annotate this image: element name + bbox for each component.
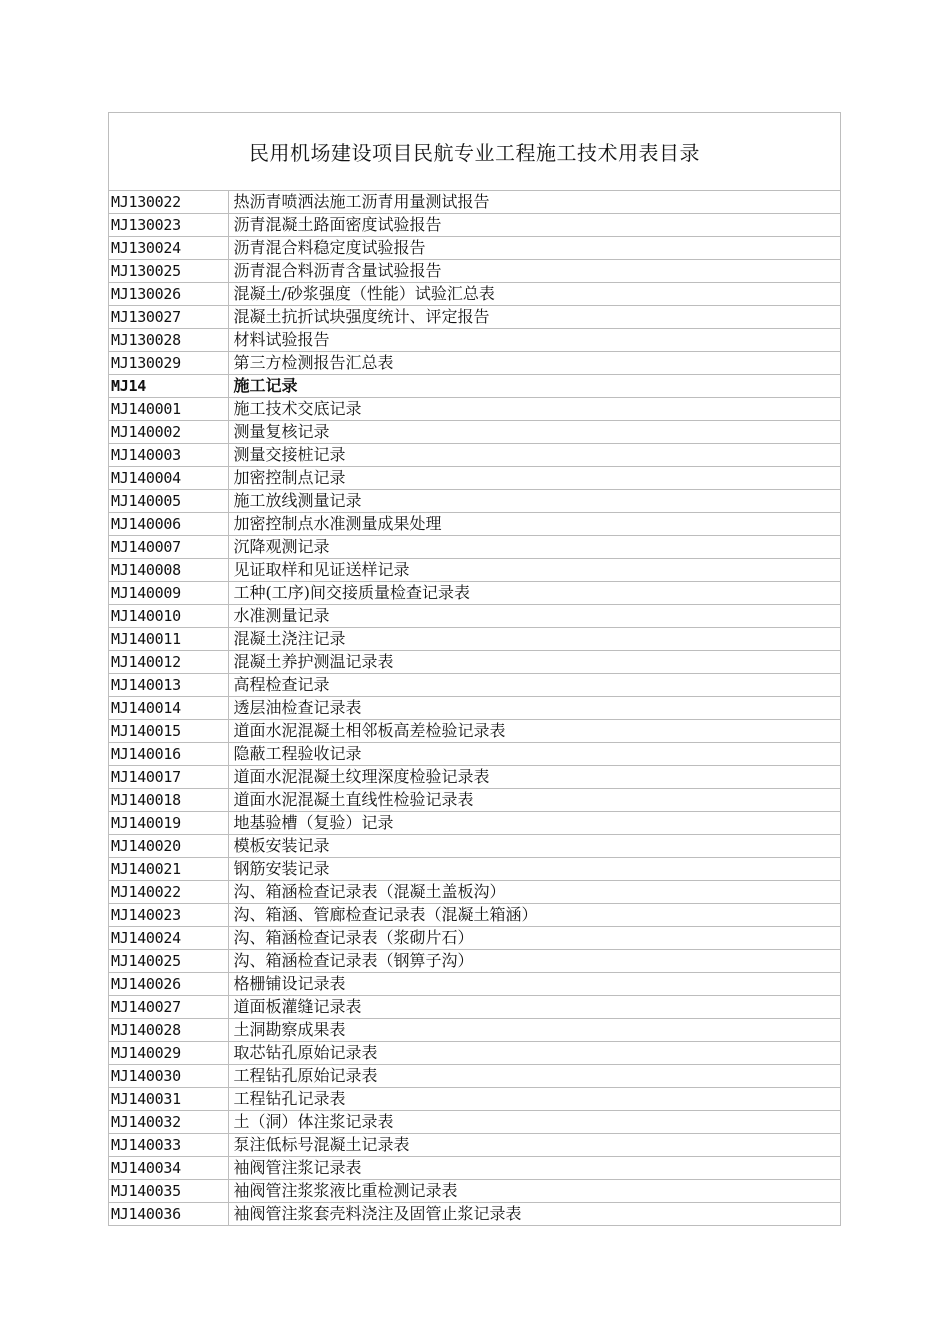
form-name: 袖阀管注浆记录表	[228, 1157, 840, 1180]
form-name: 沥青混凝土路面密度试验报告	[228, 214, 840, 237]
table-row	[109, 720, 840, 743]
form-code: MJ140010	[109, 605, 228, 628]
form-code: MJ130023	[109, 214, 228, 237]
form-name: 加密控制点记录	[228, 467, 840, 490]
form-name: 沟、箱涵、管廊检查记录表（混凝土箱涵）	[228, 904, 840, 927]
form-code: MJ140024	[109, 927, 228, 950]
table-row	[109, 858, 840, 881]
form-code: MJ140023	[109, 904, 228, 927]
form-code: MJ140020	[109, 835, 228, 858]
table-row	[109, 329, 840, 352]
form-name: 混凝土抗折试块强度统计、评定报告	[228, 306, 840, 329]
table-row	[109, 582, 840, 605]
form-name: 混凝土养护测温记录表	[228, 651, 840, 674]
table-row	[109, 904, 840, 927]
form-name: 沥青混合料沥青含量试验报告	[228, 260, 840, 283]
form-code: MJ140021	[109, 858, 228, 881]
form-code: MJ140011	[109, 628, 228, 651]
form-name: 泵注低标号混凝土记录表	[228, 1134, 840, 1157]
form-name: 第三方检测报告汇总表	[228, 352, 840, 375]
table-row	[109, 352, 840, 375]
table-row	[109, 743, 840, 766]
form-code: MJ140009	[109, 582, 228, 605]
form-code: MJ140016	[109, 743, 228, 766]
table-row	[109, 628, 840, 651]
table-row	[109, 490, 840, 513]
form-name: 沉降观测记录	[228, 536, 840, 559]
table-row	[109, 283, 840, 306]
form-code: MJ140007	[109, 536, 228, 559]
form-name: 土（洞）体注浆记录表	[228, 1111, 840, 1134]
form-name: 格栅铺设记录表	[228, 973, 840, 996]
form-name: 钢筋安装记录	[228, 858, 840, 881]
table-row	[109, 1065, 840, 1088]
form-name: 取芯钻孔原始记录表	[228, 1042, 840, 1065]
form-name: 沟、箱涵检查记录表（浆砌片石）	[228, 927, 840, 950]
table-row	[109, 214, 840, 237]
form-code: MJ140035	[109, 1180, 228, 1203]
form-name: 地基验槽（复验）记录	[228, 812, 840, 835]
form-code: MJ140030	[109, 1065, 228, 1088]
form-code: MJ140036	[109, 1203, 228, 1226]
form-code: MJ140018	[109, 789, 228, 812]
table-row	[109, 1088, 840, 1111]
table-row	[109, 950, 840, 973]
table-row	[109, 789, 840, 812]
form-code: MJ140027	[109, 996, 228, 1019]
form-name: 透层油检查记录表	[228, 697, 840, 720]
form-code: MJ140014	[109, 697, 228, 720]
document-title: 民用机场建设项目民航专业工程施工技术用表目录	[109, 113, 840, 191]
form-name: 工程钻孔记录表	[228, 1088, 840, 1111]
form-code: MJ140012	[109, 651, 228, 674]
form-name: 工程钻孔原始记录表	[228, 1065, 840, 1088]
table-row	[109, 812, 840, 835]
form-code: MJ130024	[109, 237, 228, 260]
form-code: MJ140002	[109, 421, 228, 444]
section-name: 施工记录	[228, 375, 840, 398]
form-name: 混凝土浇注记录	[228, 628, 840, 651]
table-row	[109, 536, 840, 559]
table-row	[109, 237, 840, 260]
table-row	[109, 881, 840, 904]
form-code: MJ140029	[109, 1042, 228, 1065]
table-row	[109, 398, 840, 421]
form-name: 测量复核记录	[228, 421, 840, 444]
form-name: 材料试验报告	[228, 329, 840, 352]
form-name: 测量交接桩记录	[228, 444, 840, 467]
form-name: 沟、箱涵检查记录表（混凝土盖板沟）	[228, 881, 840, 904]
form-name: 道面板灌缝记录表	[228, 996, 840, 1019]
form-code: MJ130026	[109, 283, 228, 306]
form-name: 施工技术交底记录	[228, 398, 840, 421]
form-code: MJ140022	[109, 881, 228, 904]
form-code: MJ140006	[109, 513, 228, 536]
section-code: MJ14	[109, 375, 228, 398]
form-name: 袖阀管注浆浆液比重检测记录表	[228, 1180, 840, 1203]
form-code: MJ140028	[109, 1019, 228, 1042]
form-name: 热沥青喷洒法施工沥青用量测试报告	[228, 191, 840, 214]
form-code: MJ130029	[109, 352, 228, 375]
form-code: MJ140008	[109, 559, 228, 582]
table-row	[109, 191, 840, 214]
section-row	[109, 375, 840, 398]
table-row	[109, 835, 840, 858]
table-row	[109, 513, 840, 536]
form-name: 加密控制点水准测量成果处理	[228, 513, 840, 536]
table-row	[109, 444, 840, 467]
table-row	[109, 996, 840, 1019]
table-row	[109, 973, 840, 996]
form-name: 混凝土/砂浆强度（性能）试验汇总表	[228, 283, 840, 306]
form-code: MJ140031	[109, 1088, 228, 1111]
form-code: MJ140004	[109, 467, 228, 490]
form-name: 见证取样和见证送样记录	[228, 559, 840, 582]
table-row	[109, 260, 840, 283]
form-name: 道面水泥混凝土纹理深度检验记录表	[228, 766, 840, 789]
form-code: MJ140005	[109, 490, 228, 513]
form-name: 高程检查记录	[228, 674, 840, 697]
table-row	[109, 1042, 840, 1065]
table-row	[109, 766, 840, 789]
table-row	[109, 1111, 840, 1134]
form-code: MJ140019	[109, 812, 228, 835]
table-row	[109, 651, 840, 674]
form-name: 沥青混合料稳定度试验报告	[228, 237, 840, 260]
table-row	[109, 421, 840, 444]
form-code: MJ140025	[109, 950, 228, 973]
catalog-sheet	[108, 112, 841, 1226]
form-code: MJ130028	[109, 329, 228, 352]
form-name: 袖阀管注浆套壳料浇注及固管止浆记录表	[233, 1204, 522, 1224]
table-row	[109, 697, 840, 720]
form-name: 施工放线测量记录	[228, 490, 840, 513]
form-code: MJ140015	[109, 720, 228, 743]
catalog-table	[109, 191, 840, 1225]
form-code: MJ140034	[109, 1157, 228, 1180]
form-code: MJ140001	[109, 398, 228, 421]
catalog-table-body	[109, 191, 840, 1225]
form-name: 水准测量记录	[228, 605, 840, 628]
table-row	[109, 1157, 840, 1180]
form-code: MJ140026	[109, 973, 228, 996]
table-row	[109, 605, 840, 628]
table-row	[109, 1134, 840, 1157]
form-name: 工种(工序)间交接质量检查记录表	[228, 582, 840, 605]
form-code: MJ140032	[109, 1111, 228, 1134]
form-code: MJ140033	[109, 1134, 228, 1157]
form-name: 道面水泥混凝土相邻板高差检验记录表	[228, 720, 840, 743]
form-name: 模板安装记录	[228, 835, 840, 858]
form-name: 道面水泥混凝土直线性检验记录表	[228, 789, 840, 812]
table-row	[109, 306, 840, 329]
form-code: MJ130025	[109, 260, 228, 283]
table-row	[109, 1203, 840, 1226]
table-row	[109, 927, 840, 950]
table-row	[109, 559, 840, 582]
form-name: 土洞勘察成果表	[228, 1019, 840, 1042]
form-code: MJ140013	[109, 674, 228, 697]
form-code: MJ140003	[109, 444, 228, 467]
form-code: MJ130027	[109, 306, 228, 329]
table-row	[109, 1180, 840, 1203]
form-name: 隐蔽工程验收记录	[228, 743, 840, 766]
form-code: MJ130022	[109, 191, 228, 214]
table-row	[109, 1019, 840, 1042]
table-row	[109, 674, 840, 697]
form-code: MJ140017	[109, 766, 228, 789]
form-name: 沟、箱涵检查记录表（钢箅子沟）	[228, 950, 840, 973]
table-row	[109, 467, 840, 490]
